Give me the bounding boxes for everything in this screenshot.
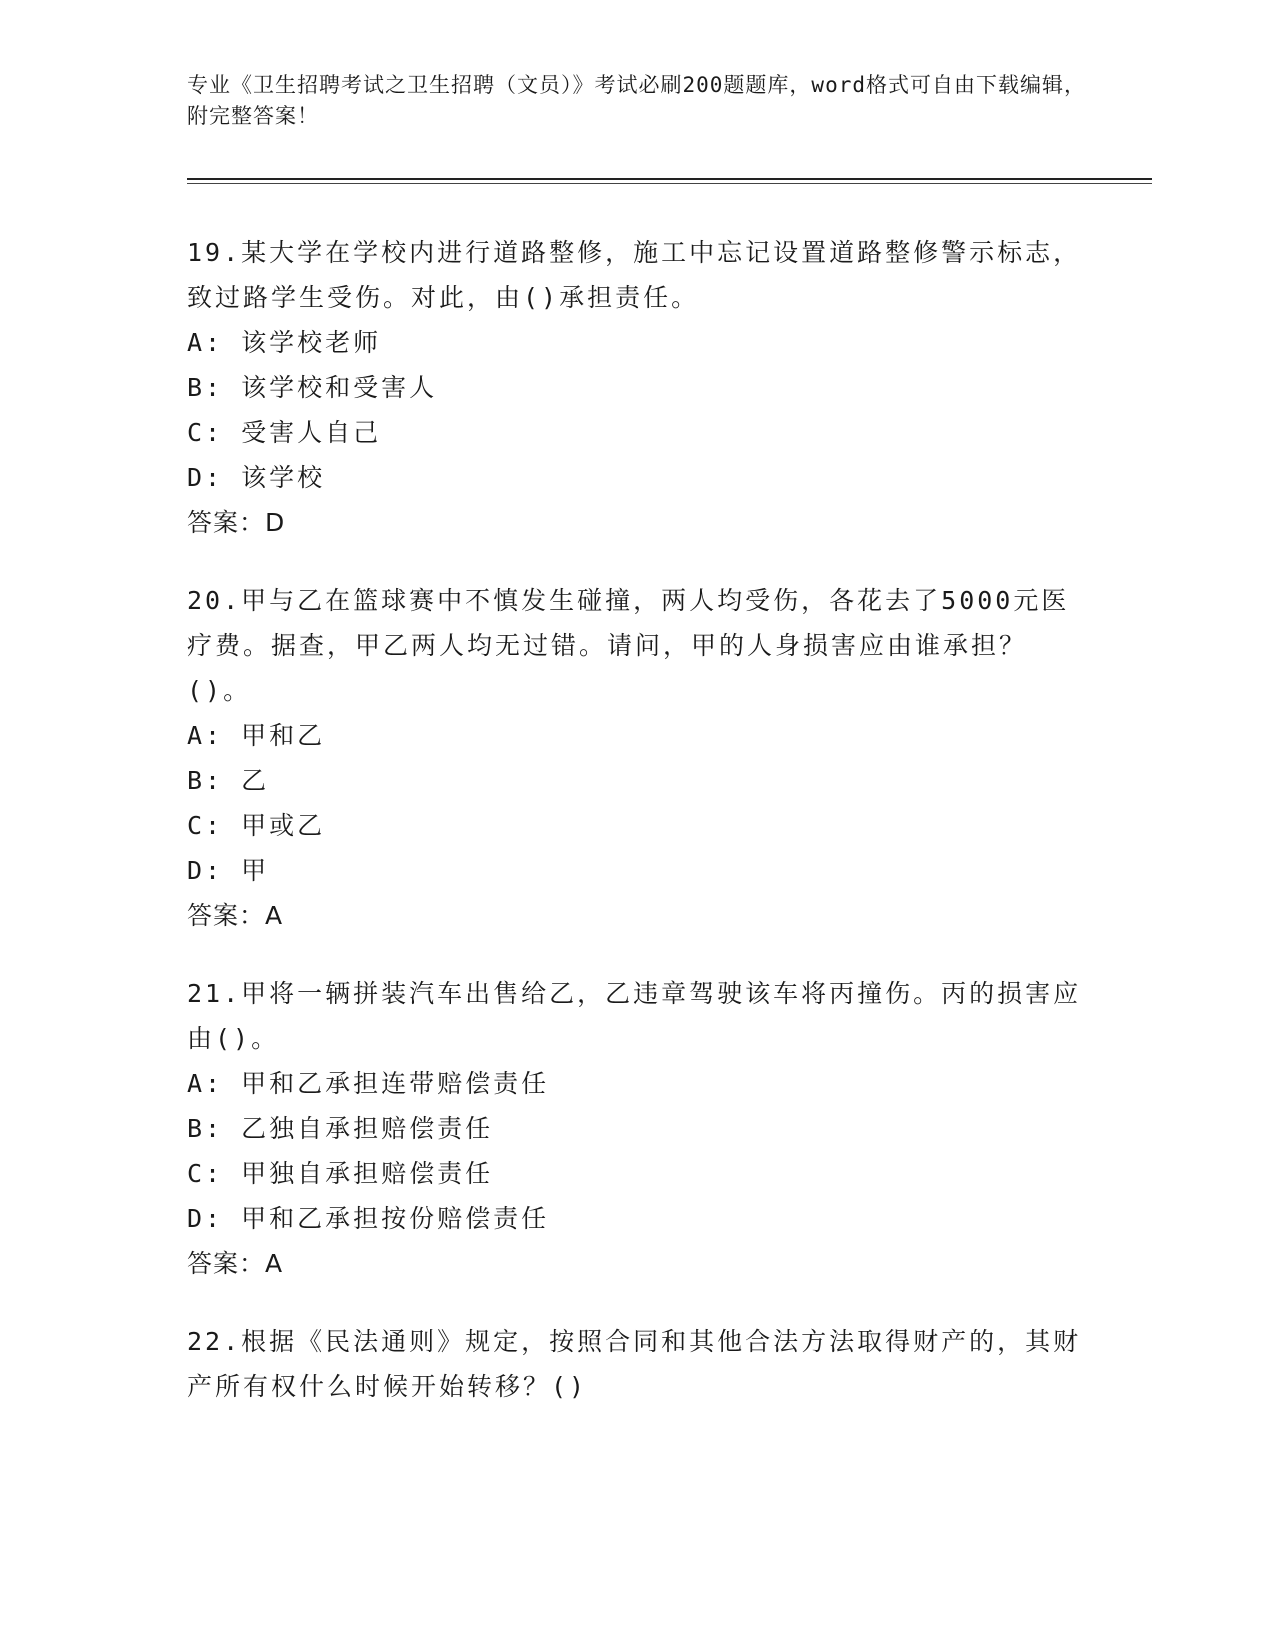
header-divider-thin [187, 183, 1152, 184]
option-c: C: 甲或乙 [187, 811, 326, 840]
question-text: 22.根据《民法通则》规定，按照合同和其他合法方法取得财产的，其财产所有权什么时候开始转移？() [187, 1327, 1082, 1401]
answer-line: 答案：A [187, 1249, 284, 1278]
answer-line: 答案：D [187, 508, 286, 537]
option-a: A: 甲和乙 [187, 721, 326, 750]
question-19 [187, 230, 1087, 545]
question-21 [187, 971, 1087, 1286]
question-list [187, 230, 1087, 1442]
document-header: 专业《卫生招聘考试之卫生招聘（文员）》考试必刷200题题库，word格式可自由下载编辑，附完整答案！ [187, 73, 1086, 128]
option-a: A: 甲和乙承担连带赔偿责任 [187, 1069, 550, 1098]
header-divider-thick [187, 178, 1152, 180]
option-b: B: 乙独自承担赔偿责任 [187, 1114, 494, 1143]
option-c: C: 受害人自己 [187, 418, 382, 447]
option-b: B: 乙 [187, 766, 270, 795]
option-a: A: 该学校老师 [187, 328, 382, 357]
option-b: B: 该学校和受害人 [187, 373, 438, 402]
option-d: D: 该学校 [187, 463, 326, 492]
question-22 [187, 1319, 1087, 1409]
option-d: D: 甲 [187, 856, 270, 885]
question-text: 20.甲与乙在篮球赛中不慎发生碰撞，两人均受伤，各花去了5000元医疗费。据查，甲乙两人均无过错。请问，甲的人身损害应由谁承担？()。 [187, 586, 1070, 705]
question-text: 19.某大学在学校内进行道路整修，施工中忘记设置道路整修警示标志，致过路学生受伤。对此，由()承担责任。 [187, 238, 1082, 312]
question-20 [187, 578, 1087, 938]
question-text: 21.甲将一辆拼装汽车出售给乙，乙违章驾驶该车将丙撞伤。丙的损害应由()。 [187, 979, 1082, 1053]
option-d: D: 甲和乙承担按份赔偿责任 [187, 1204, 550, 1233]
answer-line: 答案：A [187, 901, 284, 930]
option-c: C: 甲独自承担赔偿责任 [187, 1159, 494, 1188]
